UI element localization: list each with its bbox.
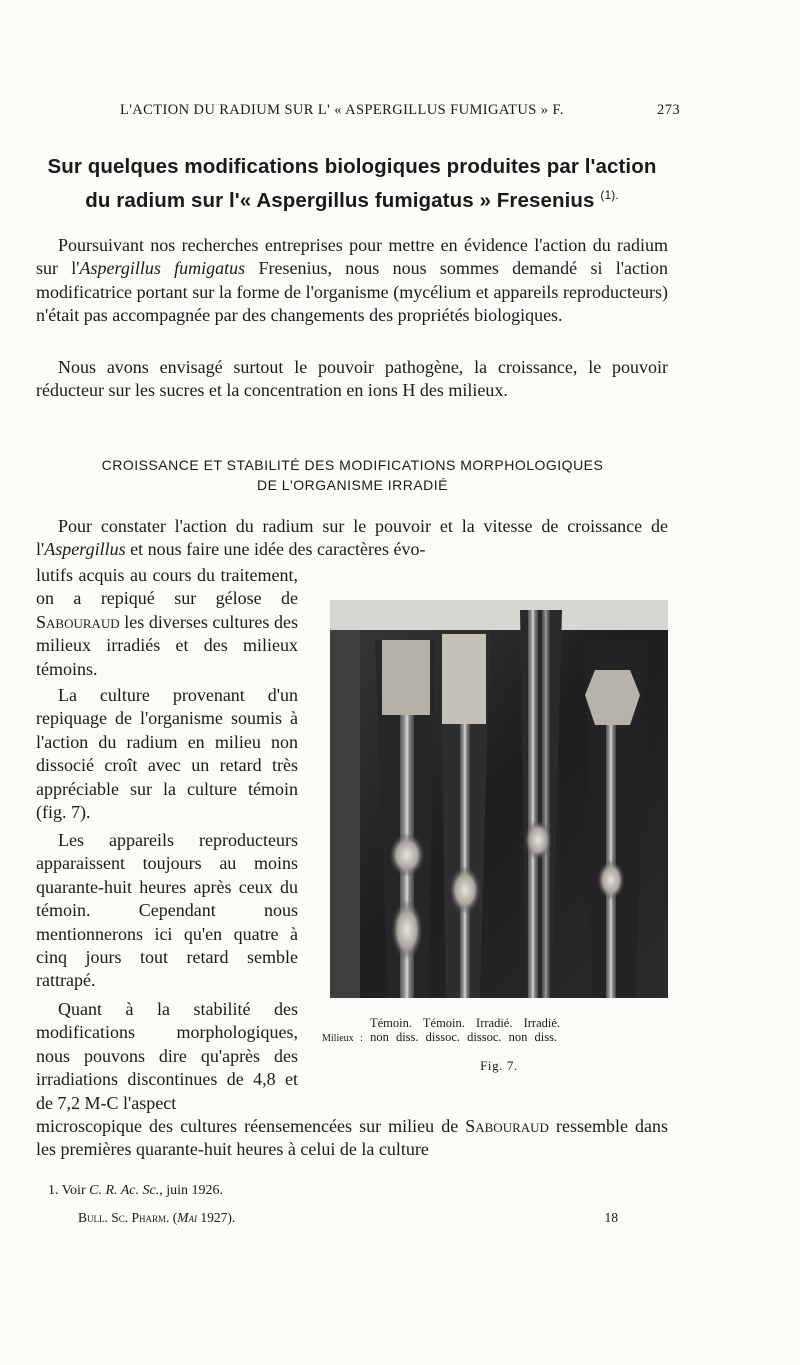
footnote — [48, 1182, 648, 1200]
figure-label: Fig. 7. — [480, 1058, 518, 1073]
footer-journal-ref — [78, 1210, 235, 1226]
caption-media-values: non diss. dissoc. dissoc. non diss. — [370, 1030, 558, 1044]
p7-text-a: microscopique des cultures réensemencées sur milieu de — [36, 1116, 466, 1136]
p3-text-a: Pour constater l'action du radium sur le pouvoir et la vitesse de croissance de l' — [36, 516, 668, 560]
footer-month: Mai — [177, 1210, 198, 1225]
paragraph-objectives: Nous avons envisagé surtout le pouvoir pathogène, la croissance, le pouvoir réducteur sur les sucres et la concentration en ions H des milieux. — [36, 357, 668, 401]
paragraph-stability: Quant à la stabilité des modifications morphologiques, nous pouvons dire qu'après des irradiations discontinues de 4,8 et de 7,2 M-C l'aspect — [36, 999, 298, 1113]
paragraph-reproductive-organs: Les appareils reproducteurs apparaissent toujours au moins quarante-huit heures après ceux du témoin. Cependant nous mentionnerons ici qu'en quatre à cinq jours tout retard semble rattrapé. — [36, 830, 298, 991]
caption-milieux-label: Milieux : — [322, 1033, 363, 1044]
page-footer — [78, 1210, 618, 1230]
p7-sabouraud: Sabouraud — [465, 1116, 549, 1136]
footer-journal-text-b: 1927). — [197, 1210, 236, 1225]
paragraph-microscopic-aspect — [36, 1115, 668, 1162]
footnote-text-a: Voir — [58, 1183, 90, 1198]
footnote-text-b: , juin 1926. — [159, 1183, 224, 1198]
p1-text-b: Fresenius, nous nous sommes demandé si l'action modificatrice portant sur la forme de l'organisme (mycélium et appareils reproducteurs) n'était pas accompagnée par des changements des propriétés biologiques. — [36, 258, 668, 326]
footnote-number: 1. — [48, 1183, 59, 1198]
culture-tubes-photo — [330, 600, 668, 998]
p1-species-name: Aspergillus fumigatus — [79, 258, 246, 279]
footnote-journal: C. R. Ac. Sc. — [89, 1183, 160, 1198]
title-line-2 — [36, 181, 668, 215]
caption-row-conditions: Témoin. Témoin. Irradié. Irradié. — [370, 1016, 561, 1030]
title-line-2-text: du radium sur l'« Aspergillus fumigatus » Fresenius — [85, 188, 595, 212]
p1-text-a: Poursuivant nos recherches entreprises pour mettre en évidence l'action du radium sur l' — [36, 235, 668, 279]
footer-signature-number: 18 — [604, 1210, 618, 1225]
p3b-sabouraud: Sabouraud — [36, 611, 120, 632]
figure-7-photo — [330, 600, 668, 998]
p3b-text-a: lutifs acquis au cours du traitement, on a repiqué sur gélose de — [36, 565, 298, 609]
section-heading — [60, 455, 645, 495]
footer-journal-text-a: Bull. Sc. Pharm. ( — [78, 1210, 178, 1225]
section-heading-line-1: CROISSANCE ET STABILITÉ DES MODIFICATIONS MORPHOLOGIQUES — [101, 457, 604, 473]
paragraph-growth-continued — [36, 564, 298, 681]
running-head-title: L'ACTION DU RADIUM SUR L' « ASPERGILLUS FUMIGATUS » F. — [120, 102, 564, 118]
paragraph-growth-start — [36, 515, 668, 562]
paragraph-intro — [36, 234, 668, 328]
running-head — [120, 102, 680, 122]
p3b-text-b: les diverses cultures des milieux irradiés et des milieux témoins. — [36, 611, 298, 679]
figure-7-caption — [322, 1016, 668, 1046]
section-heading-line-2: DE L'ORGANISME IRRADIÉ — [256, 477, 449, 493]
p3-genus-name: Aspergillus — [44, 539, 126, 560]
article-title — [36, 152, 668, 215]
p3-text-b: et nous faire une idée des caractères évo- — [125, 539, 426, 560]
caption-row-media — [322, 1030, 668, 1046]
title-footnote-marker: (1). — [600, 188, 619, 202]
paragraph-culture-delay: La culture provenant d'un repiquage de l'organisme soumis à l'action du radium en milieu non dissocié croît avec un retard très appréciable sur la culture témoin (fig. 7). — [36, 685, 298, 823]
title-line-1: Sur quelques modifications biologiques produites par l'action — [47, 155, 657, 178]
page-number: 273 — [657, 102, 680, 118]
p7-text-b: ressemble dans les premières quarante-huit heures à celui de la culture — [36, 1116, 668, 1160]
